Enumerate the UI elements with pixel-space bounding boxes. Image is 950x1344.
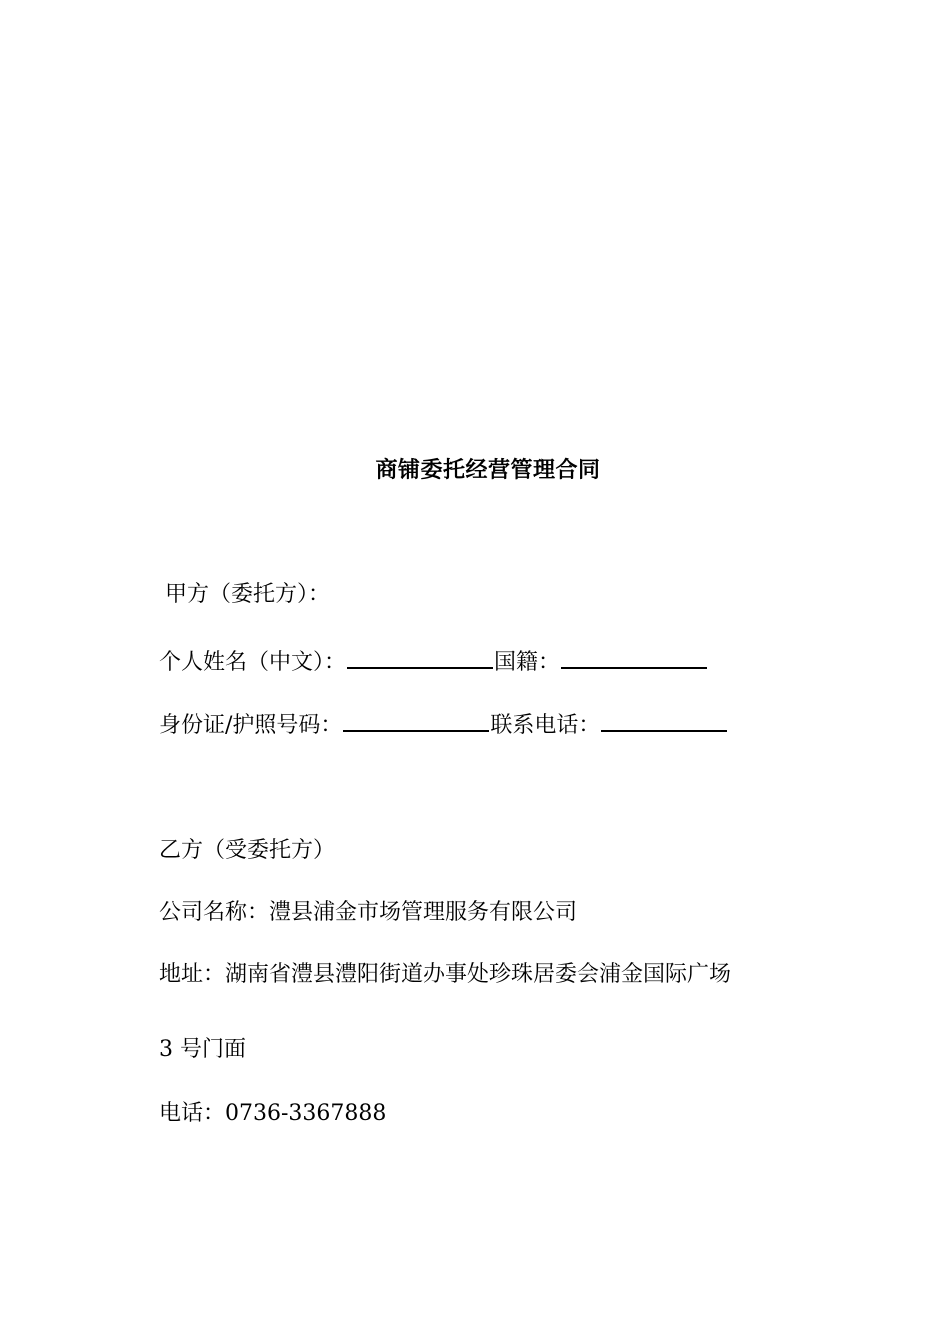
nationality-blank[interactable]: [561, 645, 707, 669]
party-a-id-line: [159, 708, 728, 740]
party-b-company: 公司名称：澧县浦金市场管理服务有限公司: [159, 900, 578, 925]
name-blank[interactable]: [347, 645, 493, 669]
party-b-heading: 乙方（受委托方）: [159, 838, 336, 863]
party-b-address: 地址：湖南省澧县澧阳街道办事处珍珠居委会浦金国际广场: [159, 962, 732, 987]
party-a-name-line: [159, 645, 708, 677]
phone-blank[interactable]: [601, 708, 727, 732]
name-label: 个人姓名（中文）：: [159, 650, 347, 675]
party-b-address-cont: 3 号门面: [159, 1037, 246, 1062]
id-blank[interactable]: [343, 708, 489, 732]
id-label: 身份证/护照号码：: [159, 713, 343, 738]
party-a-heading: 甲方（委托方）：: [165, 582, 331, 607]
party-b-phone: 电话：0736-3367888: [159, 1101, 387, 1126]
nationality-label: 国籍：: [494, 650, 561, 675]
document-title: 商铺委托经营管理合同: [375, 458, 601, 483]
phone-label: 联系电话：: [490, 713, 601, 738]
